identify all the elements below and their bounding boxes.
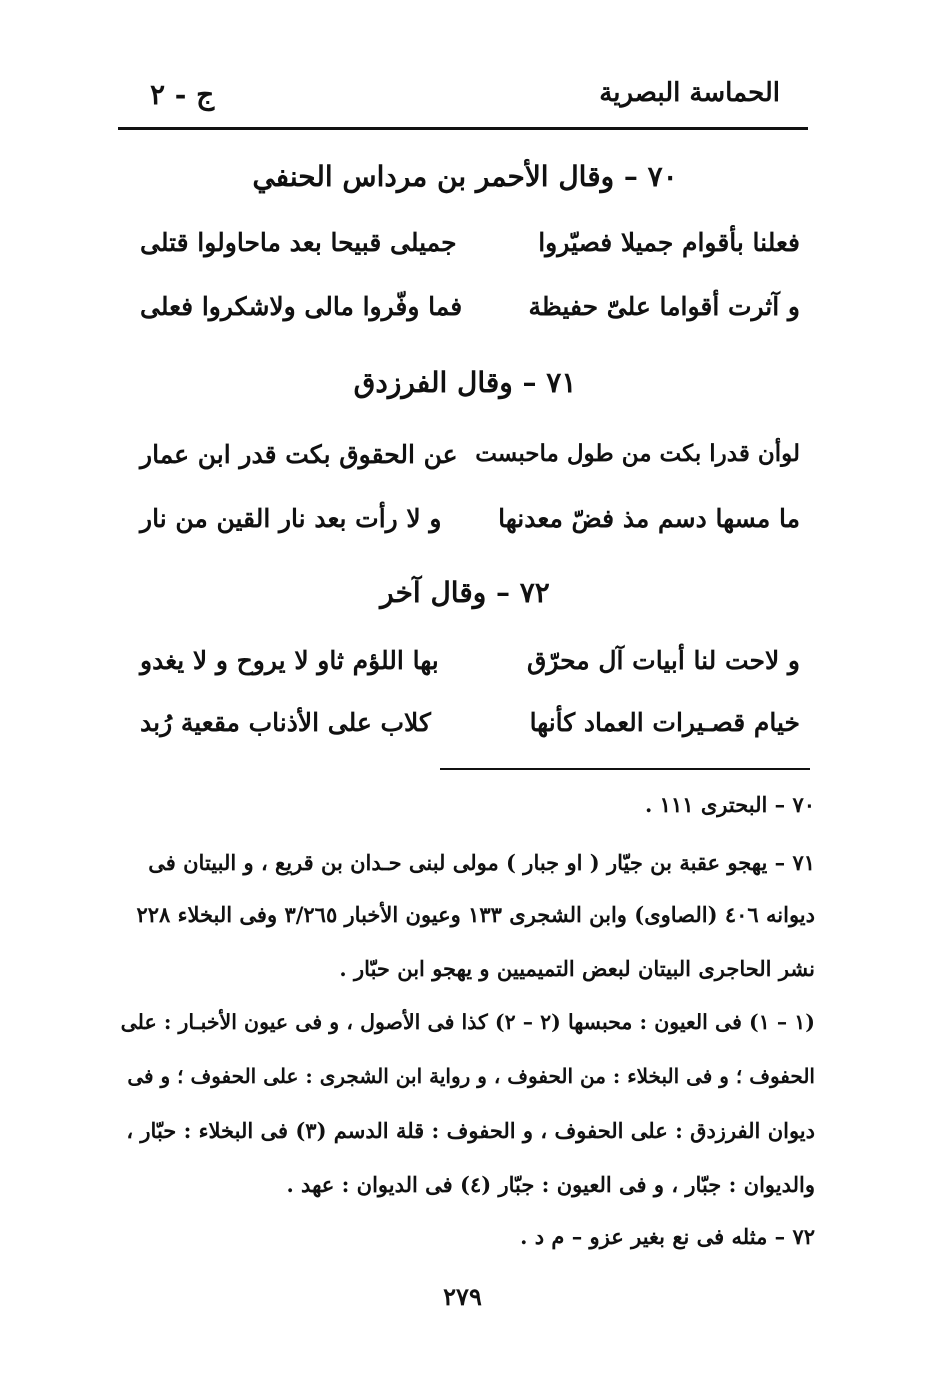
hemistich-right: ما مسها دسم مذ فضّ معدنها xyxy=(498,504,800,533)
hemistich-left: جميلى قبيحا بعد ماحاولوا قتلى xyxy=(140,228,457,257)
footnote-line: ديوانه ٤٠٦ (الصاوى) وابن الشجرى ١٣٣ وعيون الأخبار ٣/٢٦٥ وفى البخلاء ٢٢٨ xyxy=(136,902,815,927)
book-title: الحماسة البصرية xyxy=(599,78,780,108)
verse-70-1 xyxy=(140,228,800,268)
running-header xyxy=(120,70,810,120)
hemistich-right: لوأن قدرا بكت من طول ماحبست xyxy=(475,440,800,467)
poem-title-71: ٧١ – وقال الفرزدق xyxy=(353,366,577,399)
hemistich-left: عن الحقوق بكت قدر ابن عمار xyxy=(140,440,458,469)
verse-70-2 xyxy=(140,292,800,332)
poem-title-72: ٧٢ – وقال آخر xyxy=(380,576,550,609)
verse-71-1 xyxy=(140,440,800,480)
verse-72-2 xyxy=(140,708,800,748)
footnote-line: نشر الحاجرى البيتان لبعض التميميين و يهجو ابن حبّار . xyxy=(339,956,815,981)
header-rule xyxy=(118,127,808,130)
hemistich-right: فعلنا بأقوام جميلا فصيّروا xyxy=(538,228,800,257)
volume-label: ج - ٢ xyxy=(150,78,215,111)
footnote-line: (١ – ١) فى العيون : محبسها (٢ – ٢) كذا فى الأصول ، و فى عيون الأخبـار : على xyxy=(120,1010,815,1034)
poem-title-70: ٧٠ – وقال الأحمر بن مرداس الحنفي xyxy=(252,160,678,193)
hemistich-left: فما وفّروا مالى ولاشكروا فعلى xyxy=(140,292,463,321)
verse-72-1 xyxy=(140,646,800,686)
hemistich-left: بها اللؤم ثاو لا يروح و لا يغدو xyxy=(140,646,439,675)
footnote-line: والديوان : جبّار ، و فى العيون : جبّار (٤) فى الديوان : عهد . xyxy=(286,1172,815,1197)
page-number: ٢٧٩ xyxy=(443,1282,482,1311)
verse-71-2 xyxy=(140,504,800,544)
footnote-line: ٧٠ – البحترى ١١١ . xyxy=(645,792,815,817)
hemistich-right: و لاحت لنا أبيات آل محرّق xyxy=(526,646,800,675)
hemistich-right: خيام قصـيرات العماد كأنها xyxy=(529,708,800,737)
footnote-line: ديوان الفرزدق : على الحفوف ، و الحفوف : قلة الدسم (٣) فى البخلاء : حبّار ، xyxy=(126,1118,815,1143)
hemistich-left: و لا رأت بعد نار القين من نار xyxy=(140,504,442,533)
footnote-separator xyxy=(440,768,810,770)
footnote-line: ٧١ – يهجو عقبة بن جيّار ( او جبار ) مولى لبنى حـدان بن قريع ، و البيتان فى xyxy=(148,850,815,875)
footnote-line: ٧٢ – مثله فى نع بغير عزو – م د . xyxy=(520,1224,815,1249)
hemistich-right: و آثرت أقواما علىّ حفيظة xyxy=(528,292,800,321)
footnote-line: الحفوف ؛ و فى البخلاء : من الحفوف ، و رواية ابن الشجرى : على الحفوف ؛ و فى xyxy=(127,1064,815,1088)
hemistich-left: كلاب على الأذناب مقعية رُبد xyxy=(140,708,431,737)
